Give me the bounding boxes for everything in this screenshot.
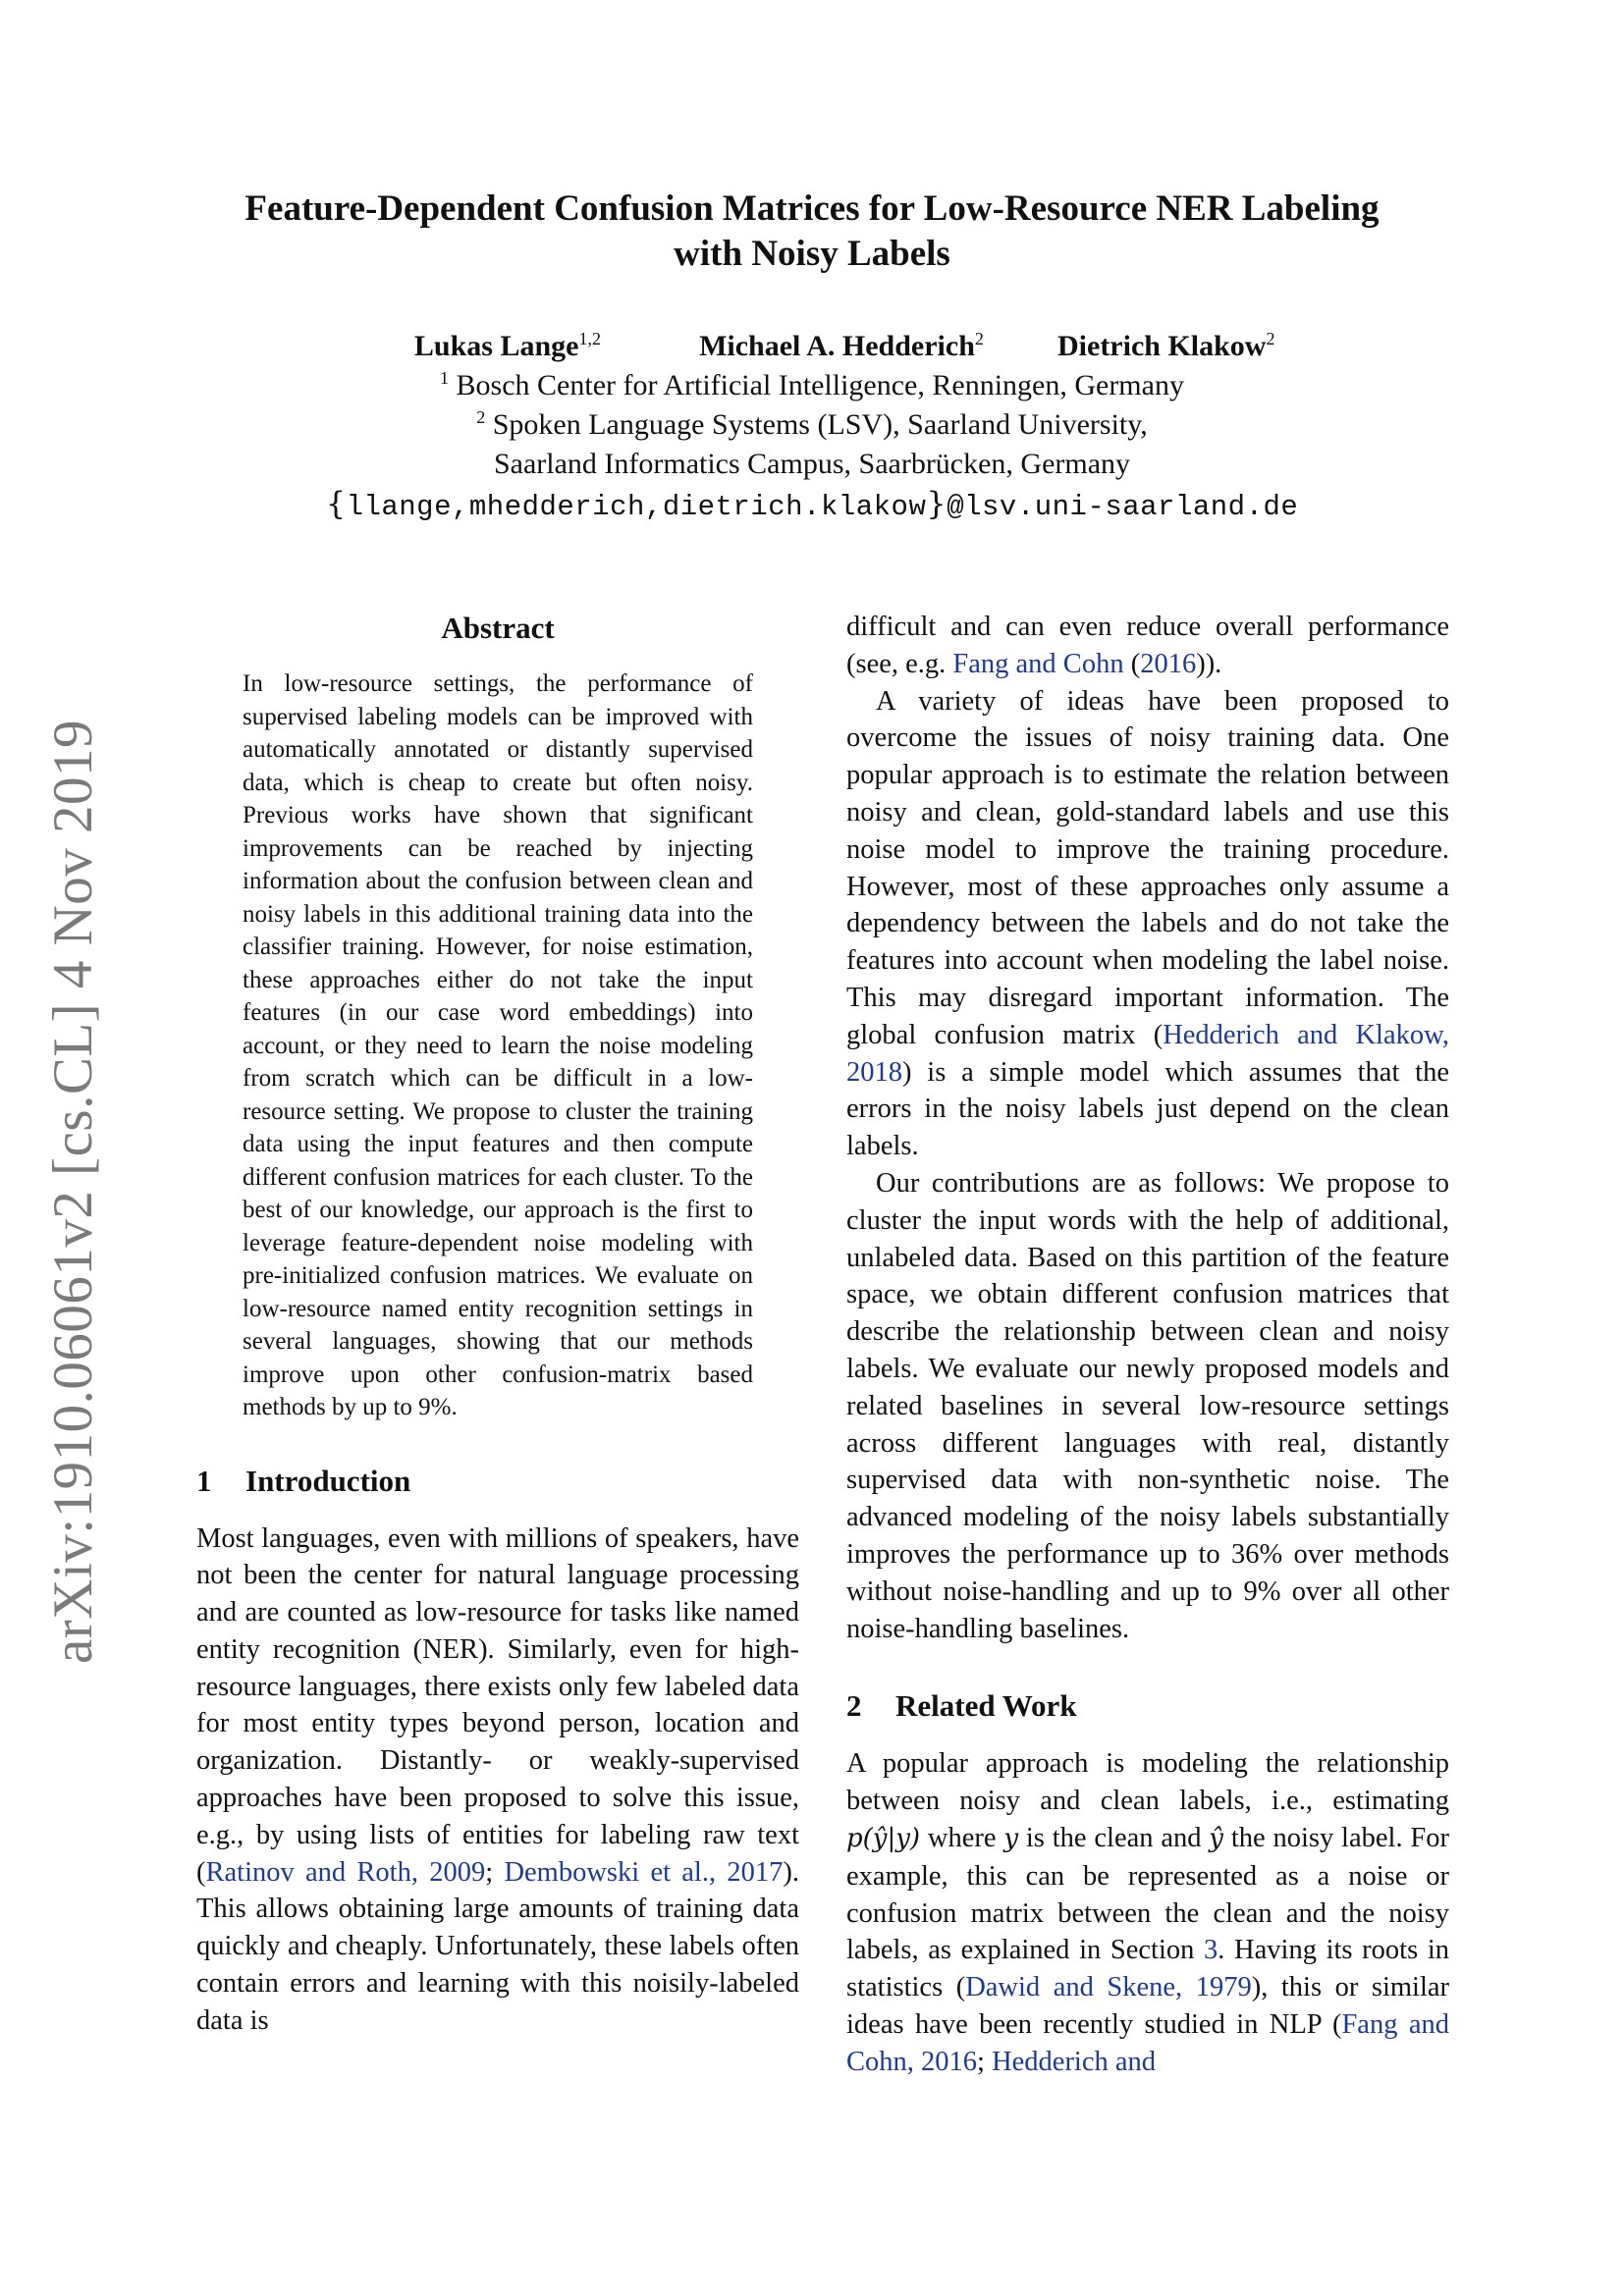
title-line-2: with Noisy Labels [674,234,950,274]
intro-text-b: ). This allows obtaining large amounts of training data quickly and cheaply. Unfortunately, these labels often contain errors and learning with this noisily-labeled data is [196,1856,799,2036]
affiliation-2-sup: 2 [476,407,486,427]
section-number: 2 [846,1688,862,1724]
intro-paragraph-continued [846,609,1449,683]
affiliation-2-text: Spoken Language Systems (LSV), Saarland University, [492,408,1148,441]
abstract-text: In low-resource settings, the performance of supervised labeling models can be improved with automatically annotated or distantly supervised data, which is cheap to create but often noisy. Previous works have shown that significant improvements can be reached by injecting information about the confusion between clean and noisy labels in this additional training data into the classifier training. However, for noise estimation, these approaches either do not take the input features (in our case word embeddings) into account, or they need to learn the noise modeling from scratch which can be difficult in a low-resource setting. We propose to cluster the training data using the input features and then compute different confusion matrices for each cluster. To the best of our knowledge, our approach is the first to leverage feature-dependent noise modeling with pre-initialized confusion matrices. We evaluate on low-resource named entity recognition settings in several languages, showing that our methods improve upon other confusion-matrix based methods by up to 9%. [243,670,753,1420]
text-fragment: where [920,1822,1004,1853]
affiliation-1-sup: 1 [440,368,450,388]
text-fragment: difficult and can even reduce overall performance (see, e.g. [846,612,1449,679]
paper-title [147,187,1477,277]
text-fragment: )). [1196,648,1222,679]
left-column [196,609,799,2040]
affiliation-1-text: Bosch Center for Artificial Intelligence, Renningen, Germany [456,369,1184,401]
author-2-name: Michael A. Hedderich [699,330,975,362]
author-3-name: Dietrich Klakow [1057,330,1267,362]
author-1 [282,327,635,366]
author-3 [1048,327,1342,366]
intro-paragraph-2 [846,683,1449,1165]
text-fragment: ), this or similar ideas have been recently studied in NLP ( [846,1972,1450,2040]
author-1-sup: 1,2 [578,329,601,348]
text-fragment: . Having its roots in statistics ( [846,1935,1449,2003]
citation-separator: ; [485,1856,505,1888]
citation-link[interactable]: Dembowski et al., 2017 [504,1856,784,1888]
email-names: llange,mhedderich,dietrich.klakow [346,491,927,523]
section-heading-related-work [846,1686,1449,1726]
author-names [147,327,1477,366]
section-title: Introduction [245,1463,411,1498]
author-1-name: Lukas Lange [413,330,579,362]
affiliation-1 [147,366,1477,405]
author-2-sup: 2 [974,329,984,348]
title-line-1: Feature-Dependent Confusion Matrices for Low-Resource NER Labeling [244,188,1380,229]
section-title: Related Work [895,1688,1077,1724]
right-column [846,609,1449,2080]
text-fragment: ( [1123,648,1141,679]
section-heading-introduction [196,1462,799,1501]
arxiv-stamp: arXiv:1910.06061v2 [cs.CL] 4 Nov 2019 [42,719,104,1664]
citation-link[interactable]: Hedderich and Klakow, 2018 [846,1019,1449,1088]
math-expression: ŷ [1209,1823,1223,1853]
math-expression: y [1003,1823,1019,1853]
intro-text-a: Most languages, even with millions of speakers, have not been the center for natural language processing and are counted as low-resource for tasks like named entity recognition (NER). Similarly, even for high-resource languages, there exists only few labeled data for most entity types beyond person, location and organization. Distantly- or weakly-supervised approaches have been proposed to solve this issue, e.g., by using lists of entities for labeling raw text ( [196,1522,799,1888]
author-emails [147,484,1477,527]
author-2 [635,327,1048,366]
author-block [147,327,1477,527]
citation-link[interactable]: Hedderich and [992,2046,1157,2077]
citation-link[interactable]: Fang and Cohn [952,648,1124,679]
affiliation-2 [147,405,1477,445]
citation-link[interactable]: Fang and Cohn, 2016 [846,2008,1449,2077]
citation-separator: ; [977,2046,993,2077]
text-fragment: the noisy label. For example, this can be represented as a noise or confusion matrix between the clean and the noisy labels, as explained in Section [846,1822,1449,1966]
email-domain: @lsv.uni-saarland.de [947,491,1299,523]
related-paragraph-1 [846,1745,1449,2080]
intro-paragraph-3: Our contributions are as follows: We propose to cluster the input words with the help of additional, unlabeled data. Based on this partition of the feature space, we obtain different confusion matrices that describe the relationship between clean and noisy labels. We evaluate our newly proposed models and related baselines in several low-resource settings across different languages with real, distantly supervised data with non-synthetic noise. The advanced modeling of the noisy labels substantially improves the performance up to 36% over methods without noise-handling and up to 9% over all other noise-handling baselines. [846,1167,1449,1644]
citation-link[interactable]: 2016 [1140,648,1197,679]
section-number: 1 [196,1463,212,1498]
email-brace-open: { [325,485,347,522]
intro-paragraph-1 [196,1521,799,2040]
abstract-heading: Abstract [441,611,555,645]
text-fragment: A popular approach is modeling the relationship between noisy and clean labels, i.e., estimating [846,1748,1449,1817]
math-expression: p(ŷ|y) [846,1823,921,1853]
affiliation-3: Saarland Informatics Campus, Saarbrücken, Germany [493,448,1131,480]
citation-link[interactable]: Ratinov and Roth, 2009 [205,1856,486,1888]
text-fragment: is the clean and [1018,1822,1210,1853]
text-fragment: A variety of ideas have been proposed to overcome the issues of noisy training data. One popular approach is to estimate the relation between noisy and clean, gold-standard labels and use this noise model to improve the training procedure. However, most of these approaches only assume a dependency between the labels and do not take the features into account when modeling the label noise. This may disregard important information. The global confusion matrix ( [846,685,1449,1050]
section-link[interactable]: 3 [1204,1935,1218,1966]
text-fragment: ) is a simple model which assumes that the errors in the noisy labels just depend on the clean labels. [846,1056,1449,1162]
citation-link[interactable]: Dawid and Skene, 1979 [965,1972,1252,2003]
email-brace-close: } [926,485,947,522]
author-3-sup: 2 [1266,329,1275,348]
